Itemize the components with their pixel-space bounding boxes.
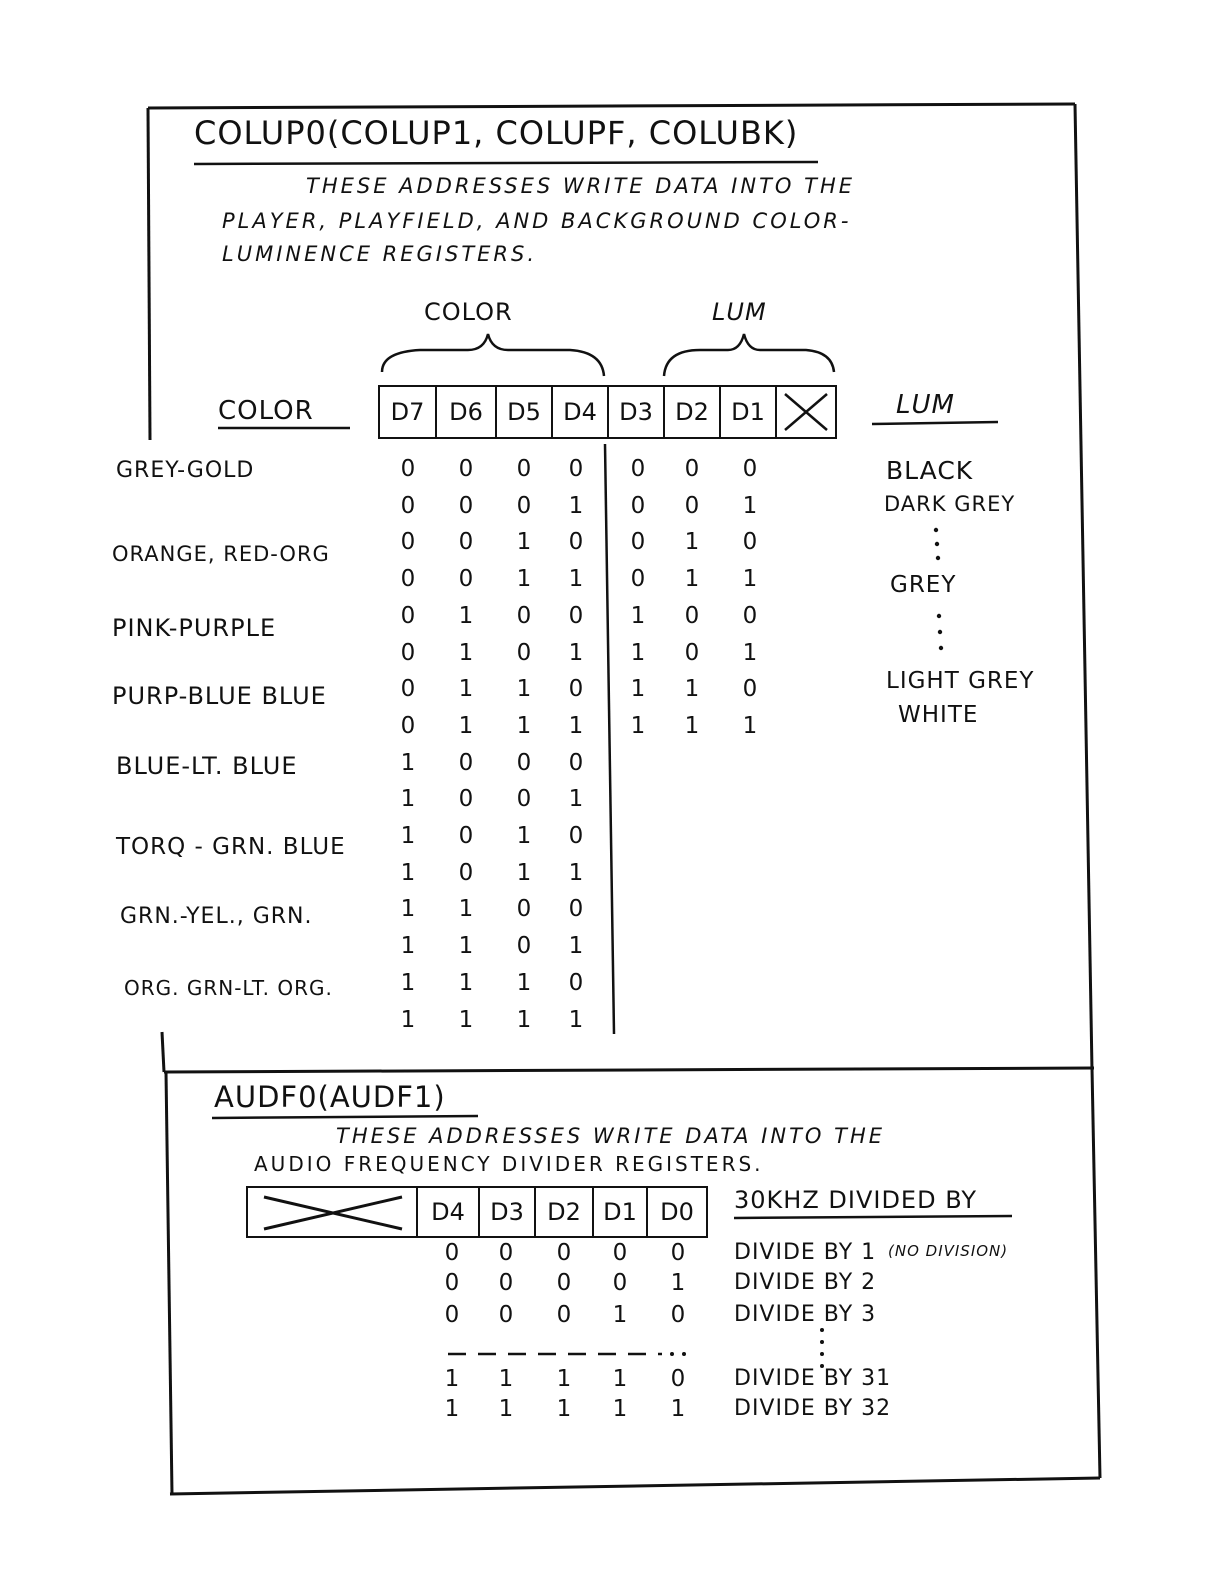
color-bit-cell: 1 (516, 859, 532, 886)
divide-label: DIVIDE BY 31 (734, 1366, 892, 1391)
lum-bit-cell: 0 (742, 529, 758, 556)
color-name: GRN.-YEL., GRN. (120, 904, 313, 929)
audf-bit-cell: 0 (670, 1240, 686, 1266)
color-bit-cell: 1 (400, 1006, 416, 1033)
color-bit-cell: 1 (568, 639, 584, 666)
audf-bit-cell: 1 (670, 1396, 686, 1422)
lum-bit-cell: 0 (742, 676, 758, 703)
lum-bit-cell: 1 (742, 492, 758, 519)
audf-bit-cell: 1 (444, 1396, 460, 1422)
audf-bit-cell: 1 (612, 1302, 628, 1328)
color-bit-cell: 1 (568, 786, 584, 813)
colup-description-2: PLAYER, PLAYFIELD, AND BACKGROUND COLOR- (222, 209, 852, 233)
colup-register (378, 385, 837, 439)
audf-bit-cell: 1 (670, 1270, 686, 1296)
lum-header: LUM (896, 390, 955, 420)
audf-description-2: AUDIO FREQUENCY DIVIDER REGISTERS. (254, 1152, 764, 1176)
lum-bit-cell: 1 (684, 676, 700, 703)
audf-bit-cell: 0 (556, 1302, 572, 1328)
audf-register (246, 1186, 708, 1238)
color-bit-cell: 1 (458, 639, 474, 666)
color-name: GREY-GOLD (116, 458, 255, 483)
color-bit-cell: 1 (568, 492, 584, 519)
audf-bit-cell: 0 (444, 1270, 460, 1296)
color-bit-cell: 0 (458, 456, 474, 482)
audf-bit-cell: 1 (612, 1396, 628, 1422)
divide-label: DIVIDE BY 32 (734, 1396, 892, 1421)
divide-label: DIVIDE BY 1 (734, 1240, 877, 1265)
color-bit-cell: 0 (400, 602, 416, 629)
bit-d4: D4 (418, 1188, 480, 1236)
color-bit-cell: 0 (516, 786, 532, 813)
lum-bit-cell: 0 (630, 566, 646, 593)
lum-bit-cell: 0 (742, 602, 758, 629)
color-name: BLUE-LT. BLUE (116, 752, 298, 780)
color-bit-cell: 1 (458, 969, 474, 996)
group-lum-label: LUM (712, 298, 767, 326)
audf-bit-cell: 1 (498, 1366, 514, 1392)
divide-note: (NO DIVISION) (888, 1242, 1009, 1260)
color-bit-cell: 1 (516, 823, 532, 849)
lum-bit-cell: 0 (684, 456, 700, 482)
bit-d2: D2 (536, 1188, 594, 1236)
color-bit-cell: 0 (568, 529, 584, 556)
bit-d3: D3 (480, 1188, 536, 1236)
audf-description-1: THESE ADDRESSES WRITE DATA INTO THE (336, 1124, 886, 1148)
color-bit-cell: 0 (516, 896, 532, 923)
color-bit-cell: 1 (516, 566, 532, 593)
color-bit-cell: 1 (516, 529, 532, 556)
color-bit-cell: 1 (458, 933, 474, 960)
lum-bit-cell: 1 (742, 712, 758, 739)
color-bit-cell: 0 (568, 749, 584, 776)
audf-bit-cell: 0 (670, 1366, 686, 1392)
audf-title: AUDF0(AUDF1) (214, 1080, 446, 1114)
audf-bit-cell: 0 (444, 1302, 460, 1328)
lum-bit-cell: 1 (630, 602, 646, 629)
audf-bit-cell: 0 (612, 1240, 628, 1266)
lum-bit-cell: 1 (684, 529, 700, 556)
color-name: PURP-BLUE BLUE (112, 682, 327, 710)
color-bit-cell: 0 (568, 969, 584, 996)
color-bit-cell: 1 (568, 712, 584, 739)
color-bit-cell: 1 (400, 933, 416, 960)
colup-title: COLUP0(COLUP1, COLUPF, COLUBK) (194, 114, 799, 152)
color-bit-cell: 0 (458, 786, 474, 813)
bit-d4: D4 (553, 387, 609, 437)
divide-label: DIVIDE BY 2 (734, 1270, 877, 1295)
group-color-label: COLOR (424, 298, 513, 326)
color-bit-cell: 1 (516, 712, 532, 739)
color-bit-cell: 0 (516, 933, 532, 960)
audf-bit-cell: 0 (556, 1240, 572, 1266)
bit-d0: D0 (660, 1198, 694, 1226)
color-bit-cell: 1 (400, 786, 416, 813)
color-bit-cell: 0 (568, 456, 584, 482)
color-bit-cell: 1 (458, 896, 474, 923)
audf-bit-cell: 0 (670, 1302, 686, 1328)
unused-bits-cross-icon (248, 1188, 418, 1236)
audf-bit-cell: 0 (556, 1270, 572, 1296)
color-bit-cell: 1 (400, 823, 416, 849)
lum-bit-cell: 1 (742, 566, 758, 593)
color-bit-cell: 0 (400, 676, 416, 703)
color-bit-cell: 0 (568, 896, 584, 923)
color-bit-cell: 0 (516, 749, 532, 776)
color-bit-cell: 1 (516, 676, 532, 703)
color-bit-cell: 1 (568, 859, 584, 886)
bit-d7: D7 (380, 387, 437, 437)
lum-bit-cell: 1 (630, 676, 646, 703)
bit-d5: D5 (497, 387, 553, 437)
audf-right-header: 30KHZ DIVIDED BY (734, 1186, 978, 1214)
color-bit-cell: 1 (568, 933, 584, 960)
color-bit-cell: 0 (400, 712, 416, 739)
lum-name-dark-grey: DARK GREY (884, 492, 1016, 516)
audf-bit-cell: 1 (444, 1366, 460, 1392)
divide-label: DIVIDE BY 3 (734, 1302, 877, 1327)
lum-bit-cell: 1 (684, 712, 700, 739)
color-bit-cell: 1 (516, 1006, 532, 1033)
color-bit-cell: 0 (516, 456, 532, 482)
audf-bit-cell: 0 (498, 1302, 514, 1328)
color-bit-cell: 0 (400, 566, 416, 593)
bit-d1: D1 (594, 1188, 648, 1236)
color-bit-cell: 0 (458, 859, 474, 886)
audf-bit-cell: 0 (612, 1270, 628, 1296)
color-bit-cell: 1 (458, 602, 474, 629)
color-bit-cell: 0 (458, 492, 474, 519)
audf-bit-cell: 1 (556, 1366, 572, 1392)
color-bit-cell: 1 (458, 676, 474, 703)
lum-bit-cell: 0 (684, 602, 700, 629)
color-name: TORQ - GRN. BLUE (116, 834, 346, 860)
color-bit-cell: 1 (568, 566, 584, 593)
color-bit-cell: 1 (400, 969, 416, 996)
color-bit-cell: 0 (568, 602, 584, 629)
color-bit-cell: 1 (400, 896, 416, 923)
color-bit-cell: 1 (568, 1006, 584, 1033)
color-bit-cell: 1 (400, 749, 416, 776)
audf-bit-cell: 0 (444, 1240, 460, 1266)
lum-bit-cell: 1 (742, 639, 758, 666)
bit-d3: D3 (609, 387, 665, 437)
lum-bit-cell: 1 (630, 712, 646, 739)
audf-bit-cell: 0 (498, 1240, 514, 1266)
color-bit-cell: 1 (400, 859, 416, 886)
lum-bit-cell: 0 (630, 529, 646, 556)
lum-name-grey: GREY (890, 572, 957, 598)
color-bit-cell: 0 (400, 456, 416, 482)
lum-name-white: WHITE (898, 702, 979, 728)
audf-bit-cell: 1 (556, 1396, 572, 1422)
color-bit-cell: 0 (458, 749, 474, 776)
color-bit-cell: 0 (400, 492, 416, 519)
lum-bit-cell: 0 (684, 639, 700, 666)
lum-bit-cell: 0 (630, 456, 646, 482)
lum-bit-cell: 0 (684, 492, 700, 519)
color-bit-cell: 1 (516, 969, 532, 996)
color-bit-cell: 0 (568, 823, 584, 849)
lum-bit-cell: 0 (742, 456, 758, 482)
lum-bit-cell: 1 (684, 566, 700, 593)
color-bit-cell: 0 (516, 639, 532, 666)
colup-description-3: LUMINENCE REGISTERS. (222, 242, 538, 266)
color-bit-cell: 0 (516, 602, 532, 629)
color-name: ORANGE, RED-ORG (112, 542, 330, 566)
bit-d1: D1 (721, 387, 777, 437)
color-header: COLOR (218, 396, 314, 426)
color-bit-cell: 0 (458, 823, 474, 849)
color-bit-cell: 0 (400, 529, 416, 556)
bit-d6: D6 (437, 387, 497, 437)
bit-d2: D2 (665, 387, 721, 437)
colup-description-1: THESE ADDRESSES WRITE DATA INTO THE (306, 174, 856, 198)
color-name: ORG. GRN-LT. ORG. (124, 976, 333, 1000)
lum-bit-cell: 1 (630, 639, 646, 666)
color-bit-cell: 1 (458, 1006, 474, 1033)
audf-bit-cell: 1 (612, 1366, 628, 1392)
color-bit-cell: 0 (400, 639, 416, 666)
lum-name-black: BLACK (886, 456, 974, 485)
color-bit-cell: 0 (568, 676, 584, 703)
unused-bit-cross-icon (777, 387, 835, 437)
color-name: PINK-PURPLE (112, 614, 277, 642)
lum-bit-cell: 0 (630, 492, 646, 519)
color-bit-cell: 1 (458, 712, 474, 739)
color-bit-cell: 0 (458, 566, 474, 593)
color-bit-cell: 0 (516, 492, 532, 519)
audf-bit-cell: 1 (498, 1396, 514, 1422)
audf-bit-cell: 0 (498, 1270, 514, 1296)
lum-name-light-grey: LIGHT GREY (886, 668, 1035, 694)
color-bit-cell: 0 (458, 529, 474, 556)
